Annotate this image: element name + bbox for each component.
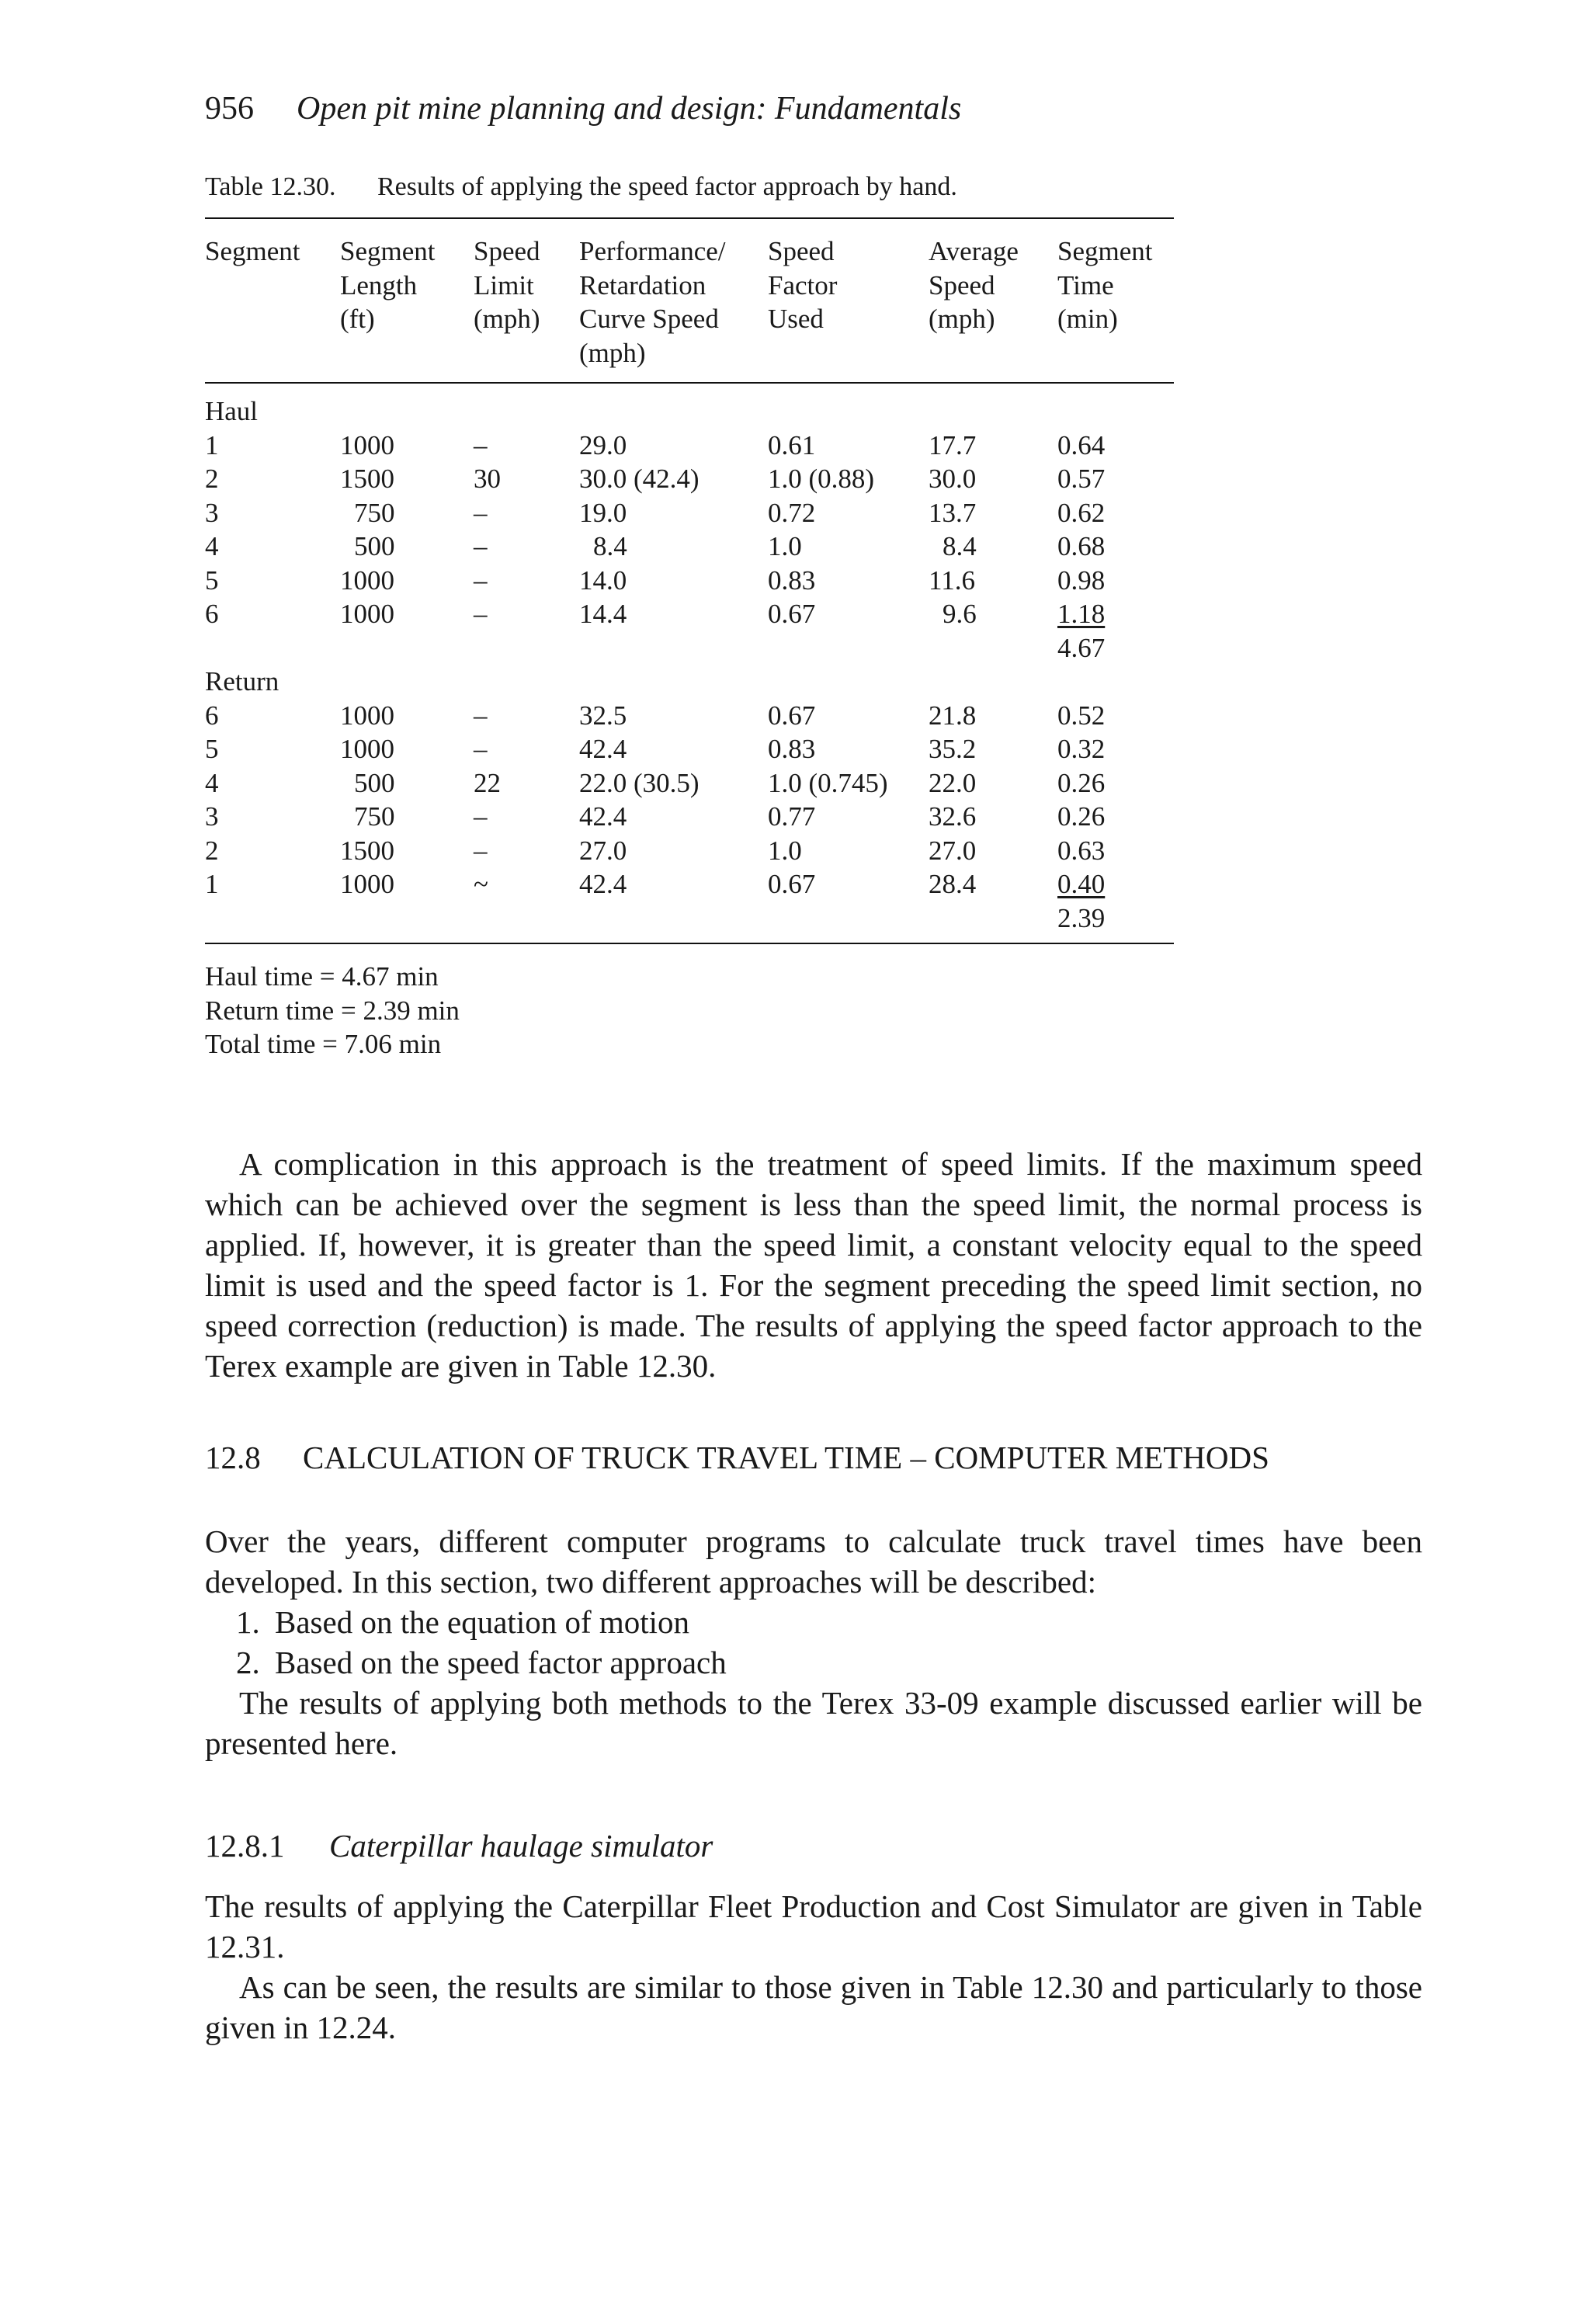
column-header [1057, 218, 1174, 383]
table-cell [340, 867, 474, 901]
cell-value: ~ [474, 869, 488, 899]
table-cell [929, 631, 1057, 665]
total-row [205, 631, 1174, 665]
cell-value: 1.18 [1057, 599, 1106, 629]
table-cell [929, 462, 1057, 496]
table-cell [768, 766, 929, 801]
cell-value: 1000 [340, 599, 394, 629]
table-cell [474, 766, 579, 801]
cell-value: 14.0 [579, 564, 627, 596]
cell-value: 27.0 [929, 835, 977, 866]
table-cell [205, 496, 340, 530]
table-cell [340, 631, 474, 665]
table-cell [929, 766, 1057, 801]
paragraph-computer-programs: Over the years, different computer programs to calculate truck travel times have been developed. In this section, two different approaches will be described: [205, 1523, 1422, 1600]
column-header-line: Curve Speed [579, 304, 719, 334]
table-cell [929, 901, 1057, 944]
table-cell [929, 564, 1057, 598]
group-label-row [205, 665, 1174, 699]
table-cell [579, 631, 768, 665]
table-row [205, 597, 1174, 631]
table-cell [929, 800, 1057, 834]
table-cell [205, 901, 340, 944]
cell-value: – [474, 531, 488, 561]
table-cell [474, 597, 579, 631]
table-cell [474, 901, 579, 944]
column-header [579, 218, 768, 383]
table-cell [579, 530, 768, 564]
running-title: Open pit mine planning and design: Fundamentals [297, 91, 962, 127]
group-label: Return [205, 666, 279, 697]
table-cell [768, 834, 929, 868]
table-cell [340, 429, 474, 463]
table-row [205, 867, 1174, 901]
cell-value: 1000 [340, 564, 394, 596]
cell-value: – [474, 835, 488, 866]
table-cell [474, 631, 579, 665]
table-cell [1057, 800, 1174, 834]
cell-value: 1000 [340, 700, 394, 731]
cell-value: 1.0 [768, 835, 802, 866]
table-cell [579, 800, 768, 834]
cell-value: 35.2 [929, 734, 977, 764]
summary-line: Return time = 2.39 min [205, 995, 460, 1026]
table-caption [205, 171, 1422, 203]
summary-line: Total time = 7.06 min [205, 1029, 442, 1059]
table-cell [205, 766, 340, 801]
table-cell [1057, 429, 1174, 463]
table-cell [768, 597, 929, 631]
cell-value: 1000 [340, 429, 394, 460]
column-header-line: (mph) [579, 337, 646, 368]
cell-value: 500 [354, 767, 395, 798]
table-cell [768, 496, 929, 530]
cell-value: 21.8 [929, 700, 977, 731]
column-header [768, 218, 929, 383]
cell-value: 0.67 [768, 599, 816, 629]
cell-value: 27.0 [579, 835, 627, 866]
cell-value: 4 [205, 531, 219, 561]
column-header-line: (ft) [340, 304, 375, 334]
table-cell [474, 732, 579, 766]
column-header-line: Segment [1057, 236, 1153, 266]
table-cell [474, 699, 579, 733]
cell-value: 1 [205, 429, 219, 460]
list-item [205, 1642, 1422, 1683]
table-row [205, 530, 1174, 564]
table-cell [929, 429, 1057, 463]
paragraph-similar-results: As can be seen, the results are similar to those given in Table 12.30 and particularly to those given in 12.24. [205, 1968, 1422, 2045]
cell-value: 1500 [340, 464, 394, 494]
table-cell [1057, 867, 1174, 901]
table-cell [1057, 462, 1174, 496]
cell-value: 17.7 [929, 429, 977, 460]
subsection-heading [205, 1826, 1422, 1866]
table-cell [768, 462, 929, 496]
cell-value: 4 [205, 767, 219, 798]
column-header-line: (mph) [929, 304, 995, 334]
cell-value: 750 [354, 497, 395, 528]
cell-value: 500 [354, 531, 395, 561]
cell-value: – [474, 429, 488, 460]
table-cell [579, 597, 768, 631]
cell-value: 42.4 [579, 734, 627, 764]
table-row [205, 496, 1174, 530]
table-cell [474, 834, 579, 868]
table-cell [1057, 732, 1174, 766]
cell-value: 42.4 [579, 869, 627, 899]
column-header-line: Speed [474, 236, 540, 266]
table-cell [929, 530, 1057, 564]
cell-value: 1.0 (0.88) [768, 464, 875, 494]
table-cell [579, 429, 768, 463]
table-row [205, 800, 1174, 834]
table-cell [579, 867, 768, 901]
table-cell [474, 496, 579, 530]
column-header [929, 218, 1057, 383]
table-cell [929, 732, 1057, 766]
table-row [205, 429, 1174, 463]
table-row [205, 462, 1174, 496]
cell-value: 0.67 [768, 700, 816, 731]
table-cell [1057, 597, 1174, 631]
results-table [205, 217, 1174, 944]
paragraph-speed-limits: A complication in this approach is the treatment of speed limits. If the maximum speed which can be achieved over the segment is less than the speed limit, the normal process is applied. If, however, it is greater than the speed limit, a constant velocity equal to the speed limit is used and the speed factor is 1. For the segment preceding the speed limit section, no speed correction (reduction) is made. The results of applying the speed factor approach to the Terex example are given in Table 12.30. [205, 1145, 1422, 1384]
paragraph-caterpillar-results: The results of applying the Caterpillar Fleet Production and Cost Simulator are given in Table 12.31. [205, 1888, 1422, 1964]
table-cell [768, 530, 929, 564]
table-cell [340, 732, 474, 766]
cell-value: 0.26 [1057, 767, 1106, 798]
column-header-line: Factor [768, 269, 838, 300]
table-cell [1057, 530, 1174, 564]
cell-value: 30.0 (42.4) [579, 464, 700, 494]
table-cell [340, 800, 474, 834]
column-header-line: Segment [340, 236, 436, 266]
cell-value: 11.6 [929, 564, 975, 596]
table-cell [340, 530, 474, 564]
table-header-row [205, 218, 1174, 383]
table-row [205, 564, 1174, 598]
group-label: Haul [205, 396, 259, 426]
table-cell [929, 496, 1057, 530]
table-caption-number: Table 12.30. [205, 172, 336, 201]
table-cell [205, 462, 340, 496]
column-header-line: Performance/ [579, 236, 726, 266]
cell-value: 1500 [340, 835, 394, 866]
table-cell [340, 766, 474, 801]
table-cell [340, 901, 474, 944]
table-cell [474, 867, 579, 901]
cell-value: 0.32 [1057, 734, 1106, 764]
running-head [205, 87, 1422, 130]
cell-value: 6 [205, 700, 219, 731]
summary-line: Haul time = 4.67 min [205, 961, 439, 992]
table-cell [929, 597, 1057, 631]
table-cell [205, 867, 340, 901]
table-cell [579, 766, 768, 801]
subsection-number: 12.8.1 [205, 1827, 285, 1864]
cell-value: 0.83 [768, 734, 816, 764]
table-cell [205, 732, 340, 766]
table-cell [768, 631, 929, 665]
table-cell [768, 800, 929, 834]
table-cell [474, 429, 579, 463]
table-cell [474, 564, 579, 598]
cell-value: 8.4 [593, 531, 627, 561]
table-caption-text: Results of applying the speed factor approach by hand. [377, 172, 957, 201]
time-summary [205, 960, 1422, 1061]
section-title: CALCULATION OF TRUCK TRAVEL TIME – COMPUTER METHODS [303, 1439, 1269, 1475]
segment-time-total: 4.67 [1057, 632, 1106, 663]
column-header [205, 218, 340, 383]
cell-value: 1000 [340, 734, 394, 764]
table-cell [1057, 699, 1174, 733]
cell-value: 0.57 [1057, 464, 1106, 494]
cell-value: 14.4 [579, 599, 627, 629]
column-header-line: Length [340, 269, 418, 300]
cell-value: – [474, 564, 488, 596]
table-cell [768, 564, 929, 598]
cell-value: 22.0 (30.5) [579, 767, 700, 798]
table-cell [579, 834, 768, 868]
table-cell [768, 901, 929, 944]
cell-value: 0.77 [768, 801, 816, 832]
cell-value: 5 [205, 734, 219, 764]
cell-value: 750 [354, 801, 395, 832]
column-header-line: Segment [205, 236, 300, 266]
table-cell [205, 530, 340, 564]
cell-value: 9.6 [943, 599, 977, 629]
cell-value: 0.64 [1057, 429, 1106, 460]
list-number: 1. [236, 1603, 260, 1640]
table-cell [579, 462, 768, 496]
column-header-line: Time [1057, 269, 1114, 300]
segment-time-total: 2.39 [1057, 902, 1106, 933]
cell-value: 29.0 [579, 429, 627, 460]
cell-value: 0.61 [768, 429, 816, 460]
cell-value: 1000 [340, 869, 394, 899]
column-header [474, 218, 579, 383]
table-cell [579, 496, 768, 530]
section-heading [205, 1437, 1422, 1478]
list-item [205, 1602, 1422, 1642]
cell-value: 2 [205, 835, 219, 866]
cell-value: 0.40 [1057, 869, 1106, 899]
table-cell [205, 597, 340, 631]
table-row [205, 834, 1174, 868]
cell-value: 1 [205, 869, 219, 899]
table-cell [205, 834, 340, 868]
cell-value: 0.68 [1057, 531, 1106, 561]
cell-value: – [474, 801, 488, 832]
group-label-row [205, 383, 1174, 429]
section-number: 12.8 [205, 1439, 261, 1475]
table-cell [768, 429, 929, 463]
cell-value: 0.98 [1057, 564, 1106, 596]
list-text: Based on the equation of motion [275, 1603, 690, 1640]
table-cell [1057, 496, 1174, 530]
cell-value: 0.72 [768, 497, 816, 528]
table-cell [1057, 766, 1174, 801]
cell-value: 32.6 [929, 801, 977, 832]
cell-value: 0.62 [1057, 497, 1106, 528]
list-number: 2. [236, 1644, 260, 1680]
total-row [205, 901, 1174, 944]
table-cell [579, 699, 768, 733]
cell-value: – [474, 734, 488, 764]
table-body [205, 383, 1174, 943]
cell-value: 0.26 [1057, 801, 1106, 832]
column-header-line: Retardation [579, 269, 706, 300]
table-cell [768, 699, 929, 733]
table-cell [768, 867, 929, 901]
table-cell [205, 564, 340, 598]
table-row [205, 732, 1174, 766]
cell-value: 3 [205, 801, 219, 832]
cell-value: 30.0 [929, 464, 977, 494]
cell-value: 2 [205, 464, 219, 494]
table-row [205, 766, 1174, 801]
paragraph-results-presented: The results of applying both methods to the Terex 33-09 example discussed earlier will be presented here. [205, 1684, 1422, 1761]
column-header [340, 218, 474, 383]
cell-value: – [474, 497, 488, 528]
table-cell [474, 800, 579, 834]
method-list [205, 1602, 1422, 1683]
cell-value: 6 [205, 599, 219, 629]
table-cell [579, 732, 768, 766]
table-cell [768, 732, 929, 766]
table-cell [579, 901, 768, 944]
table-cell [1057, 834, 1174, 868]
cell-value: 22 [474, 767, 501, 798]
cell-value: 1.0 [768, 531, 802, 561]
cell-value: 0.83 [768, 564, 816, 596]
table-cell [340, 597, 474, 631]
table-row [205, 699, 1174, 733]
column-header-line: Speed [768, 236, 835, 266]
table-cell [205, 631, 340, 665]
column-header-line: Limit [474, 269, 534, 300]
subsection-title: Caterpillar haulage simulator [329, 1827, 713, 1864]
table-cell [205, 699, 340, 733]
cell-value: 13.7 [929, 497, 977, 528]
table-cell [205, 429, 340, 463]
cell-value: – [474, 700, 488, 731]
table-cell [579, 564, 768, 598]
cell-value: – [474, 599, 488, 629]
list-text: Based on the speed factor approach [275, 1644, 727, 1680]
page-number: 956 [205, 91, 254, 127]
cell-value: 19.0 [579, 497, 627, 528]
column-header-line: (min) [1057, 304, 1118, 334]
column-header-line: Average [929, 236, 1019, 266]
cell-value: 0.52 [1057, 700, 1106, 731]
table-cell [340, 699, 474, 733]
cell-value: 22.0 [929, 767, 977, 798]
cell-value: 0.63 [1057, 835, 1106, 866]
table-cell [474, 462, 579, 496]
table-cell [929, 834, 1057, 868]
cell-value: 0.67 [768, 869, 816, 899]
cell-value: 28.4 [929, 869, 977, 899]
table-cell [340, 564, 474, 598]
cell-value: 3 [205, 497, 219, 528]
table-cell [929, 867, 1057, 901]
cell-value: 8.4 [943, 531, 977, 561]
cell-value: 42.4 [579, 801, 627, 832]
table-cell [205, 800, 340, 834]
cell-value: 1.0 (0.745) [768, 767, 888, 798]
cell-value: 30 [474, 464, 501, 494]
column-header-line: (mph) [474, 304, 540, 334]
table-cell [929, 699, 1057, 733]
page [205, 87, 1422, 2048]
table-cell [340, 462, 474, 496]
cell-value: 5 [205, 564, 219, 596]
column-header-line: Speed [929, 269, 995, 300]
table-cell [474, 530, 579, 564]
table-cell [1057, 564, 1174, 598]
table-cell [340, 834, 474, 868]
table-cell [340, 496, 474, 530]
column-header-line: Used [768, 304, 824, 334]
cell-value: 32.5 [579, 700, 627, 731]
